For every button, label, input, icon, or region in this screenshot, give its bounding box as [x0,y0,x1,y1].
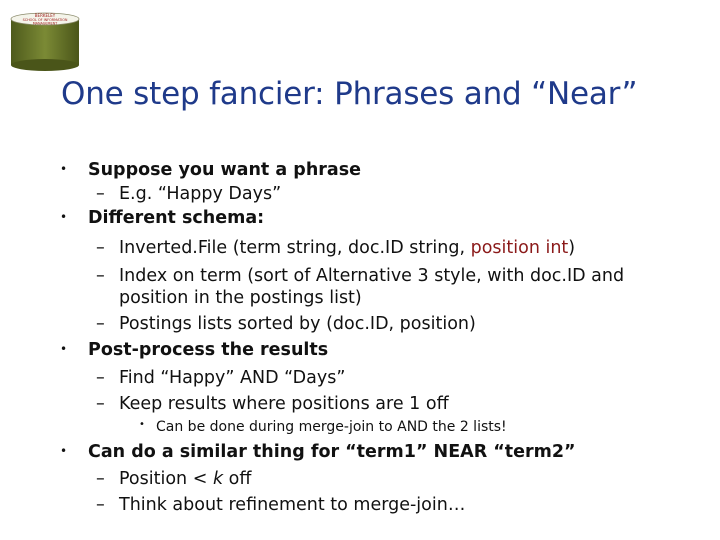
bullet-icon: • [139,419,145,430]
logo-line-3: MANAGEMENT [32,21,58,26]
dash-icon: – [96,495,105,515]
bullet-3-sub-2-note: Can be done during merge-join to AND the 2 lists! [156,419,507,435]
bullet-1: Suppose you want a phrase [88,160,362,180]
dash-icon: – [96,314,105,334]
bullet-2-sub-2-line-2: position in the postings list) [119,288,362,308]
bullet-1-sub-1: E.g. “Happy Days” [119,184,282,204]
logo-line-1: BERKELEY [34,13,56,18]
dash-icon: – [96,469,105,489]
slide-title: One step fancier: Phrases and “Near” [61,76,638,112]
bullet-icon: • [60,162,68,176]
bullet-3: Post-process the results [88,340,329,360]
bullet-4-sub-1-text: Position < [119,469,213,489]
bullet-2-sub-1-highlight: position int [470,238,569,258]
bullet-4-sub-1-k: k [212,469,224,489]
bullet-2-sub-2-line-1: Index on term (sort of Alternative 3 style, with doc.ID and [119,266,625,286]
bullet-4-sub-1-suffix: off [223,469,252,489]
dash-icon: – [96,368,105,388]
dash-icon: – [96,394,105,414]
dash-icon: – [96,238,105,258]
bullet-2-sub-3: Postings lists sorted by (doc.ID, position) [119,314,476,334]
bullet-2-sub-1-text: Inverted.File (term string, doc.ID string, [119,238,471,258]
bullet-3-sub-1: Find “Happy” AND “Days” [119,368,346,388]
bullet-4: Can do a similar thing for “term1” NEAR “term2” [88,442,576,462]
bullet-4-sub-1 [119,467,251,491]
bullet-4-sub-2: Think about refinement to merge-join… [119,495,466,515]
bullet-icon: • [60,342,68,356]
bullet-2: Different schema: [88,208,265,228]
bullet-icon: • [60,210,68,224]
dash-icon: – [96,184,105,204]
bullet-2-sub-1 [119,236,575,260]
bullet-3-sub-2: Keep results where positions are 1 off [119,394,449,414]
bullet-2-sub-1-close: ) [568,238,576,258]
dash-icon: – [96,266,105,286]
bullet-icon: • [60,444,68,458]
logo-line-2: SCHOOL OF INFORMATION [22,18,68,22]
